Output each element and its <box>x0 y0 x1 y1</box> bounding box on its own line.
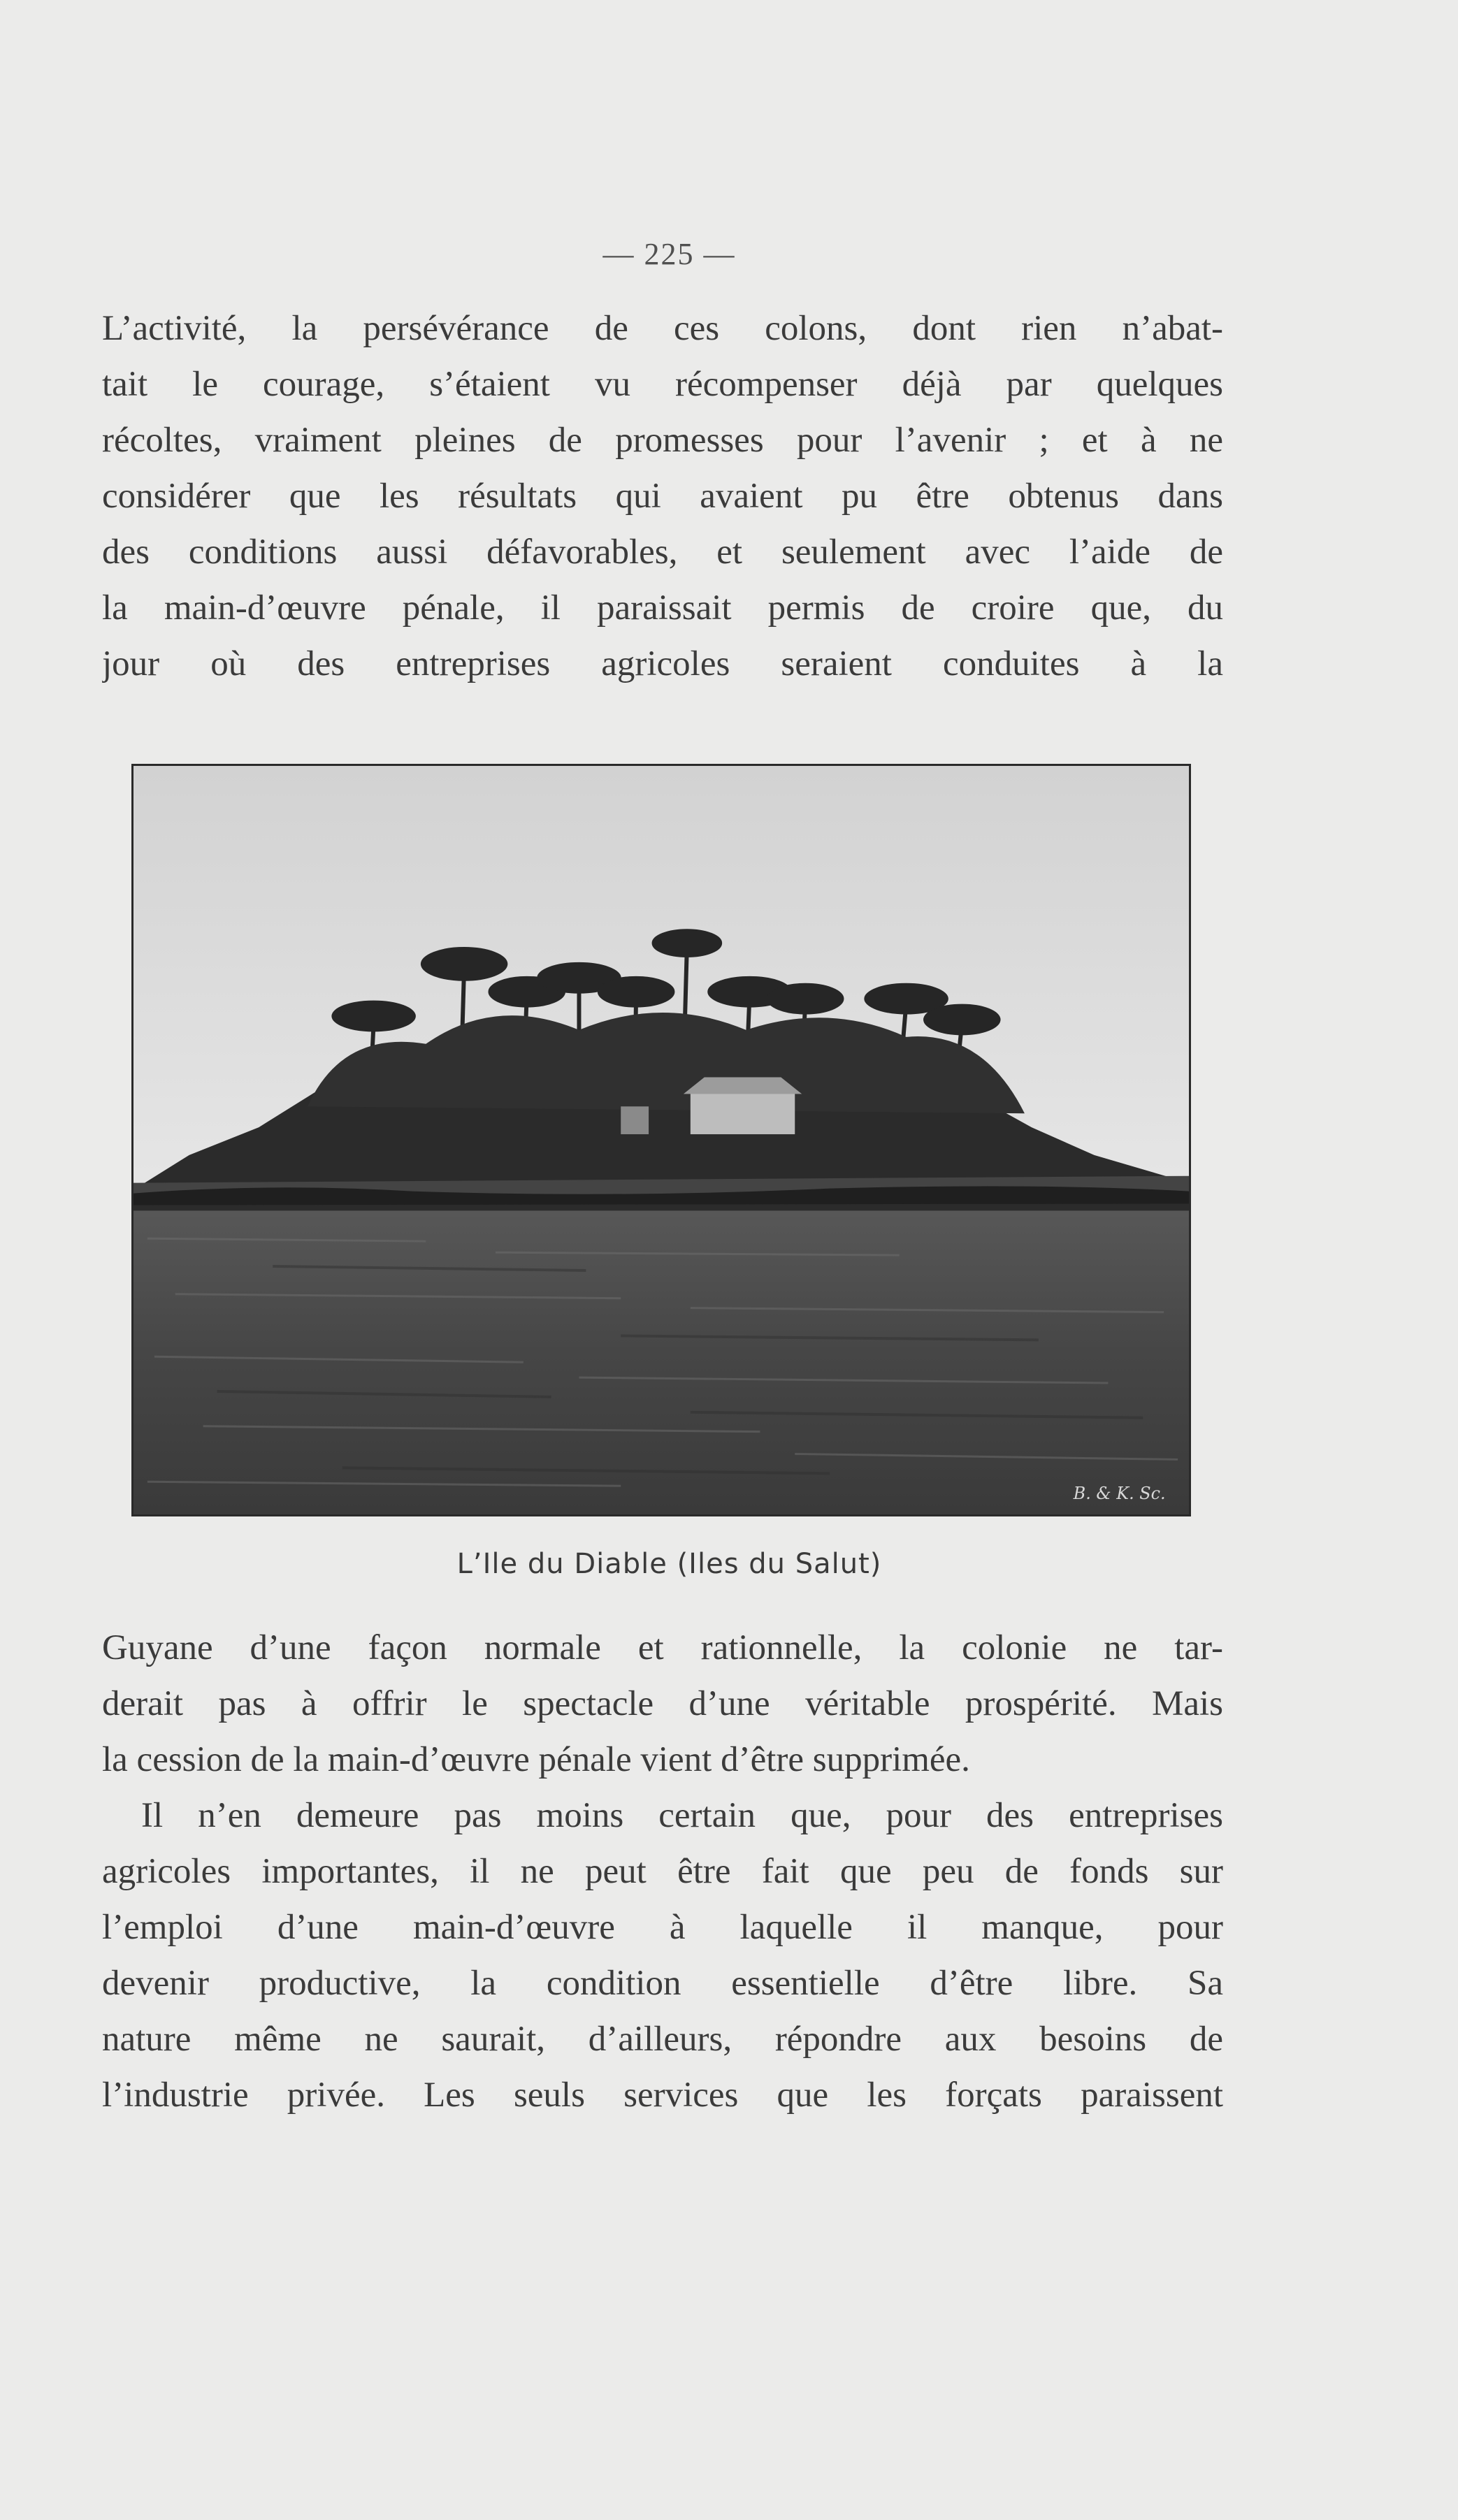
paragraph-top <box>102 300 1223 692</box>
text-line: considérer que les résultats qui avaient pu être obtenus dans <box>102 477 1223 516</box>
text-line: devenir productive, la condition essentielle d’être libre. Sa <box>102 1964 1223 2003</box>
engraver-mark: B. & K. Sc. <box>1073 1484 1166 1504</box>
text-line: nature même ne saurait, d’ailleurs, répondre aux besoins de <box>102 2020 1223 2059</box>
text-line: l’emploi d’une main-d’œuvre à laquelle il manque, pour <box>102 1908 1223 1947</box>
paragraph-bottom <box>102 1620 1223 2123</box>
text-line: jour où des entreprises agricoles seraient conduites à la <box>102 644 1223 683</box>
text-line-indented: Il n’en demeure pas moins certain que, pour des entreprises <box>141 1796 1223 1835</box>
page-number: — 225 — <box>602 237 736 271</box>
text-line: l’industrie privée. Les seuls services que les forçats paraissent <box>102 2076 1223 2115</box>
text-line: agricoles importantes, il ne peut être fait que peu de fonds sur <box>102 1852 1223 1891</box>
island-photograph <box>131 764 1191 1516</box>
text-line: récoltes, vraiment pleines de promesses pour l’avenir ; et à ne <box>102 421 1223 460</box>
text-line: tait le courage, s’étaient vu récompenser déjà par quelques <box>102 365 1223 404</box>
text-line: derait pas à offrir le spectacle d’une véritable prospérité. Mais <box>102 1684 1223 1723</box>
text-line: des conditions aussi défavorables, et seulement avec l’aide de <box>102 533 1223 572</box>
figure-caption: L’Ile du Diable (Iles du Salut) <box>456 1548 882 1580</box>
text-line: la cession de la main-d’œuvre pénale vient d’être supprimée. <box>102 1740 970 1779</box>
text-line: Guyane d’une façon normale et rationnelle, la colonie ne tar- <box>102 1628 1223 1667</box>
text-line: L’activité, la persévérance de ces colons, dont rien n’abat- <box>102 309 1223 348</box>
text-line: la main-d’œuvre pénale, il paraissait permis de croire que, du <box>102 588 1223 628</box>
